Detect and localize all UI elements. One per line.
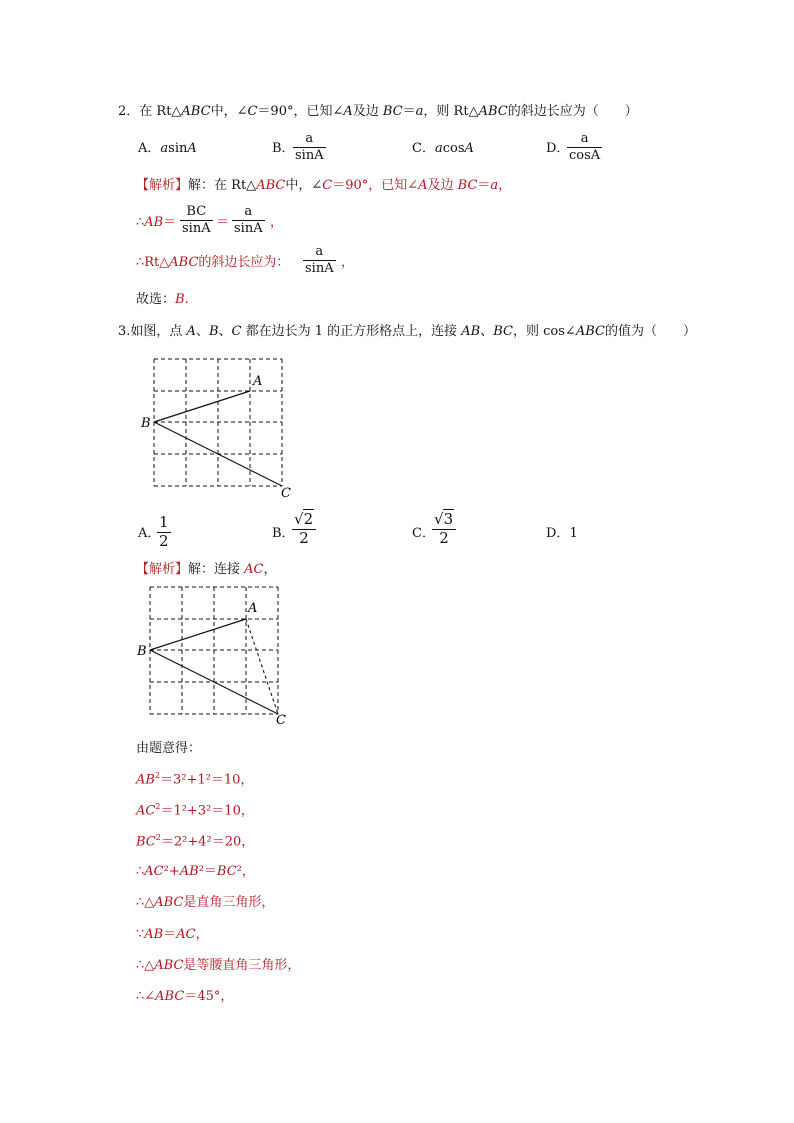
q3-analysis-angle: ∴∠ABC＝45°，	[136, 989, 234, 1004]
q3-option-d: D．1	[546, 526, 578, 541]
segment-ab	[154, 391, 250, 422]
q2-analysis-bc-fraction: BC sinA	[182, 204, 211, 236]
q2-analysis-a-fraction: a sinA	[234, 204, 263, 236]
q3-analysis-ab2: $AB^2=3^2+1^2=10$，	[136, 771, 254, 788]
q2-stem: 2．在 Rt△ABC中，∠C＝90°，已知∠A及边 BC＝a，则 Rt△ABC的斜边长应为（ ）	[118, 104, 638, 119]
q2-analysis-line3-end: ，	[341, 255, 355, 270]
point-b-label: B	[141, 416, 151, 431]
q2-option-d-label: D．	[546, 141, 570, 156]
point-b-label: B	[137, 644, 147, 659]
q3-analysis-right-triangle: ∴△ABC是直角三角形，	[136, 895, 275, 910]
q2-option-c: C．acosA	[412, 141, 474, 156]
q2-analysis-eq2: ＝	[216, 215, 230, 230]
q3-analysis-intro: 由题意得：	[136, 741, 202, 756]
segment-ab	[150, 619, 246, 650]
q2-analysis-answer-fraction: a sinA	[305, 244, 334, 276]
q2-option-a: A．asinA	[138, 141, 197, 156]
q3-analysis-bc2: $BC^2=2^2+4^2=20$，	[136, 833, 255, 850]
point-c-label: C	[281, 486, 291, 501]
q3-option-b-fraction: √2 2	[292, 512, 316, 546]
q2-analysis-line3: ∴Rt△ABC的斜边长应为：	[136, 255, 290, 270]
point-c-label: C	[276, 713, 286, 728]
q3-analysis-head: 【解析】解：连接 AC，	[136, 562, 277, 577]
q3-analysis-isosceles: ∴△ABC是等腰直角三角形，	[136, 958, 301, 973]
q3-option-a-fraction: 1 2	[159, 513, 169, 550]
q2-option-b-fraction: a sinA	[295, 131, 324, 163]
q3-solution-figure	[134, 580, 304, 730]
q2-analysis-line1: 【解析】解：在 Rt△ABC中，∠C＝90°，已知∠A及边 BC＝a，	[136, 178, 512, 193]
q2-option-b-label: B．	[272, 141, 295, 156]
q3-stem: 3.如图，点 A、B、C 都在边长为 1 的正方形格点上，连接 AB、BC，则 cos∠ABC的值为（ ）	[118, 324, 696, 339]
point-a-label: A	[248, 601, 258, 616]
q3-option-c-label: C．	[412, 526, 435, 541]
q3-option-b-label: B．	[272, 526, 295, 541]
q3-option-a-label: A．	[138, 526, 161, 541]
q3-analysis-ab-eq-ac: ∵AB＝AC，	[136, 927, 209, 942]
q3-analysis-pythagoras: ∴AC²+AB²＝BC²，	[136, 864, 255, 879]
sqrt-sign: √	[434, 510, 444, 528]
point-a-label: A	[253, 374, 263, 389]
q2-analysis-line2-end: ，	[270, 215, 284, 230]
q3-option-c-fraction: √3 2	[432, 512, 456, 546]
q3-figure-grid	[136, 352, 306, 502]
q2-analysis-line2-lead: ∴AB＝	[136, 215, 177, 230]
q2-option-d-fraction: a cosA	[569, 131, 601, 163]
q3-analysis-ac2: $AC^2=1^2+3^2=10$，	[136, 802, 254, 819]
sqrt-sign: √	[294, 510, 304, 528]
q2-answer: 故选：B.	[136, 292, 189, 307]
